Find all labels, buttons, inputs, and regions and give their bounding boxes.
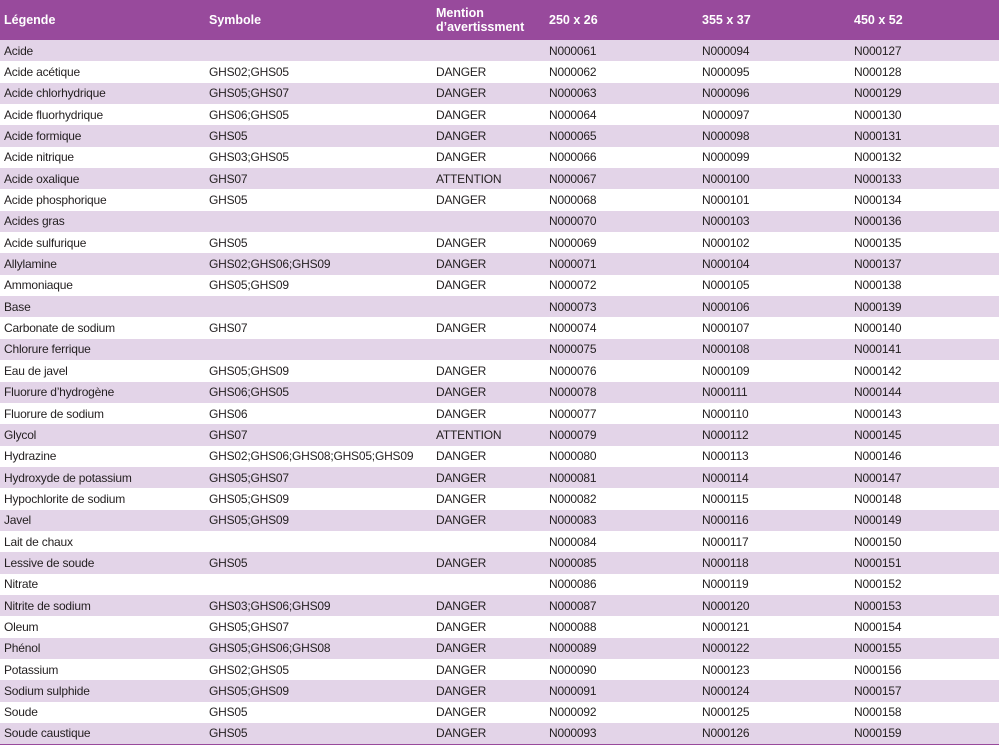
table-row: [0, 189, 999, 210]
cell-ref-355x37: N000101: [702, 193, 750, 208]
cell-legende: Hydrazine: [4, 449, 57, 464]
cell-ref-355x37: N000097: [702, 107, 750, 122]
cell-ref-450x52: N000150: [854, 534, 902, 549]
cell-legende: Sodium sulphide: [4, 683, 90, 698]
header-size-250x26: 250 x 26: [549, 13, 598, 27]
table-row: [0, 552, 999, 573]
cell-legende: Acide phosphorique: [4, 193, 107, 208]
cell-legende: Lait de chaux: [4, 534, 73, 549]
cell-ref-355x37: N000118: [702, 555, 749, 570]
cell-ref-450x52: N000136: [854, 214, 902, 229]
table-row: [0, 424, 999, 445]
table-row: [0, 83, 999, 104]
header-row: [0, 0, 999, 40]
cell-legende: Potassium: [4, 662, 59, 677]
cell-legende: Acide fluorhydrique: [4, 107, 103, 122]
cell-ref-450x52: N000140: [854, 321, 902, 336]
cell-ref-250x26: N000089: [549, 641, 597, 656]
cell-legende: Acide nitrique: [4, 150, 74, 165]
cell-symbole: GHS05;GHS09: [209, 683, 289, 698]
cell-ref-355x37: N000116: [702, 513, 749, 528]
cell-legende: Hypochlorite de sodium: [4, 491, 125, 506]
cell-mention: DANGER: [436, 107, 487, 122]
cell-ref-355x37: N000096: [702, 86, 750, 101]
cell-ref-355x37: N000110: [702, 406, 749, 421]
cell-ref-450x52: N000146: [854, 449, 902, 464]
table-row: [0, 275, 999, 296]
cell-ref-355x37: N000112: [702, 427, 749, 442]
cell-ref-450x52: N000154: [854, 619, 902, 634]
cell-symbole: GHS05: [209, 555, 248, 570]
cell-mention: [432, 531, 545, 552]
cell-symbole: GHS05: [209, 235, 248, 250]
table-row: [0, 403, 999, 424]
cell-ref-355x37: N000114: [702, 470, 749, 485]
cell-symbole: [205, 40, 432, 61]
cell-symbole: GHS06;GHS05: [209, 107, 289, 122]
cell-legende: Acide sulfurique: [4, 235, 87, 250]
cell-legende: Ammoniaque: [4, 278, 73, 293]
cell-ref-250x26: N000086: [549, 577, 597, 592]
cell-ref-250x26: N000064: [549, 107, 597, 122]
table-row: [0, 531, 999, 552]
cell-legende: Glycol: [4, 427, 37, 442]
cell-symbole: GHS02;GHS05: [209, 65, 289, 80]
cell-legende: Acide formique: [4, 129, 82, 144]
cell-legende: Acide acétique: [4, 65, 80, 80]
cell-symbole: GHS07: [209, 171, 248, 186]
table-body: [0, 40, 999, 744]
cell-mention: DANGER: [436, 257, 487, 272]
cell-mention: [432, 40, 545, 61]
cell-ref-250x26: N000065: [549, 129, 597, 144]
cell-mention: DANGER: [436, 662, 487, 677]
cell-ref-355x37: N000125: [702, 705, 750, 720]
cell-ref-450x52: N000130: [854, 107, 902, 122]
cell-mention: [432, 339, 545, 360]
cell-ref-250x26: N000075: [549, 342, 597, 357]
header-legende: Légende: [4, 13, 56, 27]
cell-symbole: [205, 211, 432, 232]
cell-legende: Soude: [4, 705, 38, 720]
cell-ref-250x26: N000063: [549, 86, 597, 101]
cell-ref-355x37: N000094: [702, 43, 750, 58]
cell-symbole: GHS02;GHS06;GHS08;GHS05;GHS09: [209, 449, 414, 464]
table-row: [0, 467, 999, 488]
cell-ref-355x37: N000104: [702, 257, 750, 272]
cell-ref-250x26: N000093: [545, 723, 698, 744]
cell-ref-355x37: N000106: [702, 299, 750, 314]
cell-legende: Allylamine: [4, 257, 57, 272]
cell-ref-450x52: N000145: [854, 427, 902, 442]
cell-ref-250x26: N000074: [549, 321, 597, 336]
cell-legende: Javel: [4, 513, 32, 528]
cell-symbole: [205, 531, 432, 552]
cell-ref-450x52: N000155: [854, 641, 902, 656]
cell-ref-250x26: N000091: [549, 683, 597, 698]
cell-ref-250x26: N000082: [549, 491, 597, 506]
table-row: [0, 723, 999, 744]
table-row: [0, 317, 999, 338]
cell-ref-250x26: N000072: [549, 278, 597, 293]
cell-ref-355x37: N000113: [702, 449, 749, 464]
cell-legende: Fluorure d’hydrogène: [4, 385, 115, 400]
table-row: [0, 147, 999, 168]
cell-ref-250x26: N000070: [549, 214, 597, 229]
cell-ref-355x37: N000120: [702, 598, 750, 613]
table-row: [0, 680, 999, 701]
table-row: [0, 360, 999, 381]
table-header: [0, 0, 999, 40]
cell-ref-450x52: N000156: [854, 662, 902, 677]
cell-ref-450x52: N000133: [854, 171, 902, 186]
cell-ref-355x37: N000103: [702, 214, 750, 229]
cell-legende: Lessive de soude: [4, 555, 95, 570]
cell-mention: DANGER: [432, 723, 545, 744]
cell-ref-450x52: N000143: [854, 406, 902, 421]
cell-ref-355x37: N000115: [702, 491, 749, 506]
cell-ref-250x26: N000087: [549, 598, 597, 613]
cell-mention: DANGER: [436, 65, 487, 80]
cell-symbole: [205, 574, 432, 595]
table-row: [0, 659, 999, 680]
cell-ref-355x37: N000121: [702, 619, 750, 634]
cell-ref-250x26: N000085: [549, 555, 597, 570]
cell-ref-450x52: N000127: [854, 43, 902, 58]
cell-symbole: GHS05;GHS06;GHS08: [209, 641, 331, 656]
cell-ref-250x26: N000066: [549, 150, 597, 165]
cell-legende: Oleum: [4, 619, 39, 634]
cell-legende: Acide oxalique: [4, 171, 80, 186]
cell-symbole: GHS06: [209, 406, 248, 421]
cell-ref-250x26: N000061: [549, 43, 597, 58]
cell-ref-450x52: N000139: [854, 299, 902, 314]
cell-legende: Fluorure de sodium: [4, 406, 104, 421]
cell-ref-450x52: N000132: [854, 150, 902, 165]
cell-symbole: GHS06;GHS05: [209, 385, 289, 400]
cell-ref-450x52: N000148: [854, 491, 902, 506]
cell-ref-250x26: N000062: [549, 65, 597, 80]
cell-mention: DANGER: [436, 513, 487, 528]
cell-ref-250x26: N000090: [549, 662, 597, 677]
cell-ref-355x37: N000117: [702, 534, 749, 549]
cell-symbole: GHS05;GHS07: [209, 619, 289, 634]
cell-symbole: GHS05;GHS09: [209, 278, 289, 293]
cell-mention: ATTENTION: [436, 171, 502, 186]
table-row: [0, 510, 999, 531]
cell-mention: DANGER: [436, 86, 487, 101]
cell-symbole: GHS05: [209, 129, 248, 144]
cell-mention: DANGER: [436, 193, 487, 208]
cell-mention: ATTENTION: [436, 427, 502, 442]
cell-legende: Phénol: [4, 641, 41, 656]
cell-ref-450x52: N000157: [854, 683, 902, 698]
cell-ref-450x52: N000147: [854, 470, 902, 485]
cell-symbole: [205, 339, 432, 360]
cell-symbole: GHS02;GHS05: [209, 662, 289, 677]
cell-ref-450x52: N000141: [854, 342, 902, 357]
cell-ref-355x37: N000102: [702, 235, 750, 250]
cell-mention: DANGER: [436, 363, 487, 378]
cell-legende: Nitrite de sodium: [4, 598, 91, 613]
cell-mention: DANGER: [436, 235, 487, 250]
cell-ref-250x26: N000088: [549, 619, 597, 634]
cell-ref-250x26: N000076: [549, 363, 597, 378]
cell-ref-450x52: N000134: [854, 193, 902, 208]
table-row: [0, 595, 999, 616]
cell-ref-250x26: N000073: [549, 299, 597, 314]
cell-ref-355x37: N000123: [702, 662, 750, 677]
table-row: [0, 232, 999, 253]
cell-symbole: GHS05: [205, 723, 432, 744]
cell-ref-250x26: N000069: [549, 235, 597, 250]
cell-ref-250x26: N000077: [549, 406, 597, 421]
cell-ref-355x37: N000107: [702, 321, 750, 336]
cell-mention: DANGER: [436, 385, 487, 400]
cell-symbole: GHS05;GHS09: [209, 491, 289, 506]
cell-ref-450x52: N000135: [854, 235, 902, 250]
cell-ref-450x52: N000137: [854, 257, 902, 272]
table-row: [0, 40, 999, 61]
cell-ref-355x37: N000124: [702, 683, 750, 698]
cell-mention: DANGER: [436, 470, 487, 485]
cell-ref-250x26: N000092: [549, 705, 597, 720]
cell-legende: Base: [4, 299, 31, 314]
cell-ref-250x26: N000084: [549, 534, 597, 549]
cell-ref-450x52: N000153: [854, 598, 902, 613]
cell-symbole: [205, 296, 432, 317]
cell-ref-450x52: N000129: [854, 86, 902, 101]
cell-mention: [432, 211, 545, 232]
cell-ref-355x37: N000126: [698, 723, 850, 744]
cell-mention: DANGER: [436, 150, 487, 165]
cell-ref-250x26: N000079: [549, 427, 597, 442]
table-row: [0, 638, 999, 659]
cell-mention: DANGER: [436, 129, 487, 144]
table-row: [0, 61, 999, 82]
header-size-450x52: 450 x 52: [854, 13, 903, 27]
table-row: [0, 253, 999, 274]
table-row: [0, 168, 999, 189]
cell-symbole: GHS05: [209, 193, 248, 208]
cell-ref-250x26: N000078: [549, 385, 597, 400]
cell-symbole: GHS03;GHS06;GHS09: [209, 598, 331, 613]
table-row: [0, 616, 999, 637]
table-row: [0, 125, 999, 146]
table-row: [0, 488, 999, 509]
cell-symbole: GHS05;GHS09: [209, 363, 289, 378]
table-row: [0, 574, 999, 595]
cell-ref-450x52: N000149: [854, 513, 902, 528]
cell-ref-355x37: N000105: [702, 278, 750, 293]
cell-ref-355x37: N000108: [702, 342, 750, 357]
cell-ref-250x26: N000080: [549, 449, 597, 464]
table-row: [0, 296, 999, 317]
cell-ref-450x52: N000152: [854, 577, 902, 592]
cell-mention: [432, 296, 545, 317]
cell-symbole: GHS05;GHS09: [209, 513, 289, 528]
header-mention: Mention d’avertissment: [436, 6, 525, 34]
table-row: [0, 702, 999, 723]
cell-legende: Soude caustique: [0, 723, 205, 744]
cell-ref-250x26: N000071: [549, 257, 597, 272]
table-row: [0, 211, 999, 232]
cell-mention: DANGER: [436, 491, 487, 506]
cell-mention: DANGER: [436, 705, 487, 720]
table-row: [0, 104, 999, 125]
cell-symbole: GHS05;GHS07: [209, 86, 289, 101]
cell-legende: Hydroxyde de potassium: [4, 470, 132, 485]
cell-ref-355x37: N000099: [702, 150, 750, 165]
cell-mention: DANGER: [436, 449, 487, 464]
cell-mention: DANGER: [436, 406, 487, 421]
cell-ref-250x26: N000081: [549, 470, 597, 485]
cell-symbole: GHS05: [209, 705, 248, 720]
cell-ref-355x37: N000122: [702, 641, 750, 656]
cell-ref-450x52: N000151: [854, 555, 902, 570]
cell-legende: Acide: [4, 43, 34, 58]
cell-ref-450x52: N000142: [854, 363, 902, 378]
cell-mention: DANGER: [436, 641, 487, 656]
cell-legende: Acide chlorhydrique: [4, 86, 106, 101]
cell-ref-250x26: N000068: [549, 193, 597, 208]
cell-ref-355x37: N000100: [702, 171, 750, 186]
table-row: [0, 446, 999, 467]
cell-ref-250x26: N000067: [549, 171, 597, 186]
cell-ref-250x26: N000083: [549, 513, 597, 528]
cell-symbole: GHS05;GHS07: [209, 470, 289, 485]
cell-mention: DANGER: [436, 321, 487, 336]
cell-ref-450x52: N000159: [850, 723, 999, 744]
table-row: [0, 339, 999, 360]
header-symbole: Symbole: [209, 13, 262, 27]
cell-symbole: GHS03;GHS05: [209, 150, 289, 165]
cell-ref-355x37: N000095: [702, 65, 750, 80]
cell-ref-355x37: N000098: [702, 129, 750, 144]
cell-ref-450x52: N000138: [854, 278, 902, 293]
header-size-355x37: 355 x 37: [702, 13, 751, 27]
cell-mention: DANGER: [436, 598, 487, 613]
cell-ref-450x52: N000158: [854, 705, 902, 720]
table-row: [0, 382, 999, 403]
cell-legende: Nitrate: [4, 577, 38, 592]
cell-ref-355x37: N000109: [702, 363, 750, 378]
cell-mention: DANGER: [436, 278, 487, 293]
cell-ref-450x52: N000131: [854, 129, 902, 144]
cell-symbole: GHS07: [209, 427, 248, 442]
cell-legende: Chlorure ferrique: [4, 342, 91, 357]
cell-ref-450x52: N000128: [854, 65, 902, 80]
cell-symbole: GHS07: [209, 321, 248, 336]
cell-legende: Carbonate de sodium: [4, 321, 115, 336]
cell-symbole: GHS02;GHS06;GHS09: [209, 257, 331, 272]
cell-mention: DANGER: [436, 555, 487, 570]
cell-ref-355x37: N000119: [702, 577, 749, 592]
cell-mention: DANGER: [436, 619, 487, 634]
cell-mention: [432, 574, 545, 595]
cell-ref-450x52: N000144: [854, 385, 902, 400]
cell-legende: Acides gras: [4, 214, 65, 229]
cell-ref-355x37: N000111: [702, 385, 748, 400]
cell-legende: Eau de javel: [4, 363, 68, 378]
cell-mention: DANGER: [436, 683, 487, 698]
